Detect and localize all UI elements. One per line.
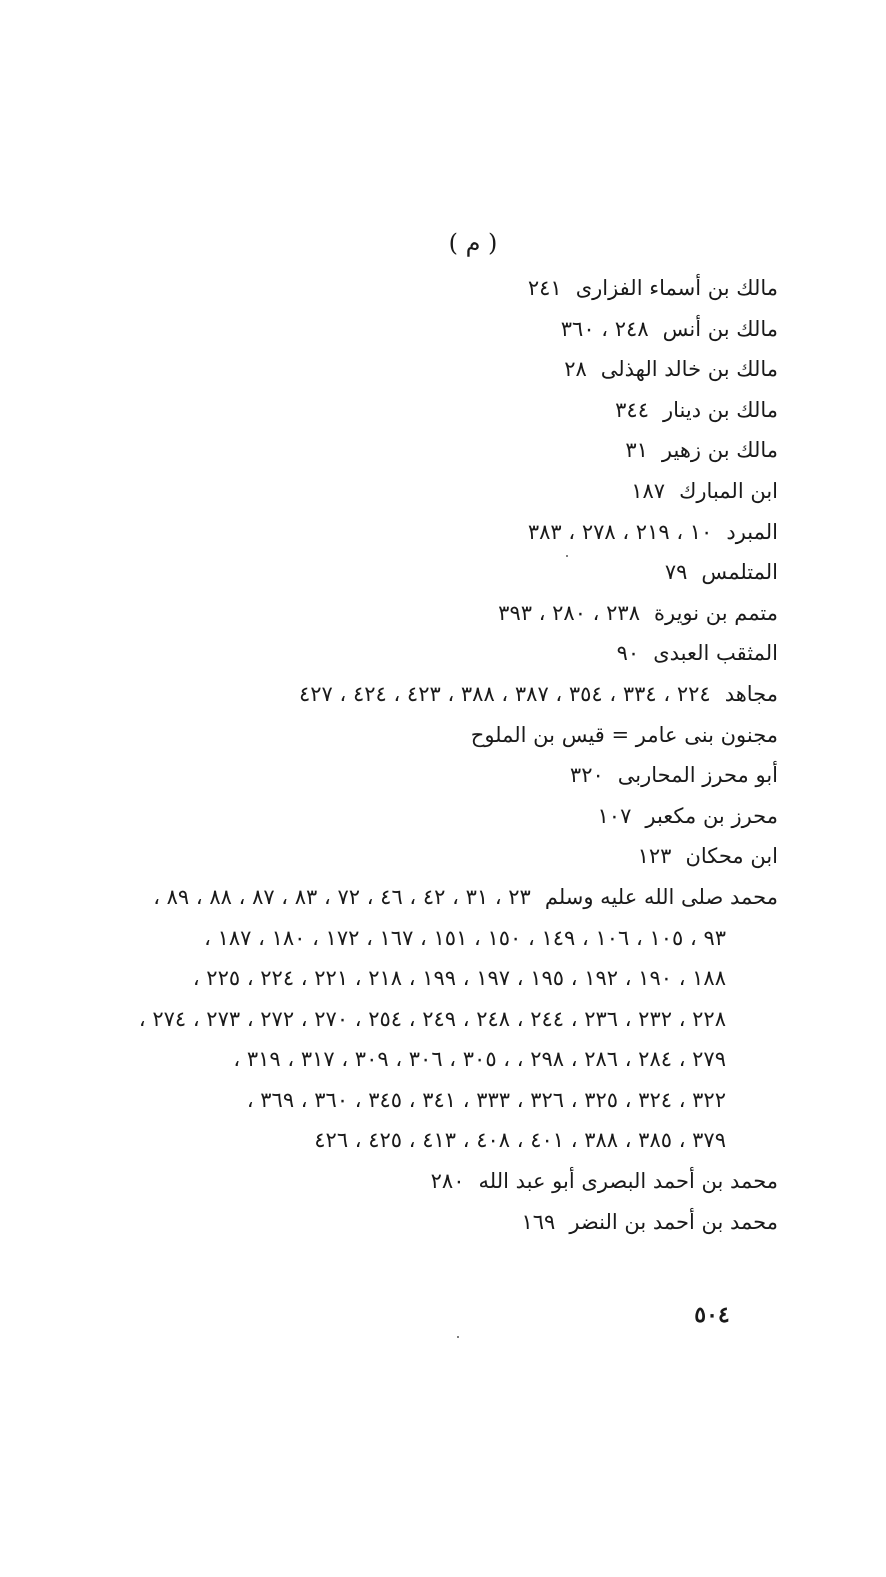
index-entries-list — [60, 268, 778, 1242]
index-entry — [60, 836, 778, 877]
page-number: ٥٠٤ — [694, 1302, 730, 1328]
entry-name: محمد بن أحمد بن النضر — [569, 1209, 778, 1234]
index-entry — [60, 390, 778, 431]
entry-name: مالك بن زهير — [661, 438, 778, 463]
entry-pages: ٣٤٤ — [615, 397, 649, 422]
index-entry — [60, 1202, 778, 1243]
print-speck — [457, 1336, 459, 1338]
index-entry — [60, 552, 778, 593]
entry-name: محرز بن مكعبر — [645, 803, 778, 828]
entry-name: ابن محكان — [685, 844, 778, 869]
entry-pages: ٢٣٨ ، ٢٨٠ ، ٣٩٣ — [498, 600, 640, 625]
entry-pages: ٩٠ — [616, 641, 640, 666]
entry-pages-continuation: ٢٧٩ ، ٢٨٤ ، ٢٨٦ ، ٢٩٨ ، ، ٣٠٥ ، ٣٠٦ ، ٣٠٩ ، ٣١٧ ، ٣١٩ ، — [233, 1047, 726, 1072]
print-speck — [566, 555, 568, 557]
entry-pages: ٧٩ — [664, 560, 688, 585]
entry-pages-continuation: ٢٢٨ ، ٢٣٢ ، ٢٣٦ ، ٢٤٤ ، ٢٤٨ ، ٢٤٩ ، ٢٥٤ ، ٢٧٠ ، ٢٧٢ ، ٢٧٣ ، ٢٧٤ ، — [138, 1006, 726, 1031]
entry-pages: ٣٢٠ — [569, 763, 604, 788]
entry-pages: ٢٢٤ ، ٣٣٤ ، ٣٥٤ ، ٣٨٧ ، ٣٨٨ ، ٤٢٣ ، ٤٢٤ ، ٤٢٧ — [298, 681, 711, 706]
entry-name: مالك بن خالد الهذلى — [600, 357, 778, 382]
entry-name: المتلمس — [701, 560, 778, 585]
index-entry — [60, 715, 778, 756]
index-entry — [60, 430, 778, 471]
entry-pages: ٢٣ ، ٣١ ، ٤٢ ، ٤٦ ، ٧٢ ، ٨٣ ، ٨٧ ، ٨٨ ، ٨٩ ، — [153, 884, 531, 909]
entry-name: مجنون بنى عامر = قيس بن الملوح — [470, 722, 778, 747]
entry-pages-continuation: ٣٧٩ ، ٣٨٥ ، ٣٨٨ ، ٤٠١ ، ٤٠٨ ، ٤١٣ ، ٤٢٥ ، ٤٢٦ — [314, 1128, 726, 1153]
entry-name: المبرد — [726, 519, 778, 544]
entry-name: مالك بن دينار — [663, 397, 778, 422]
entry-name: ابن المبارك — [679, 478, 778, 503]
entry-pages: ٣١ — [625, 438, 648, 463]
entry-name: متمم بن نويرة — [653, 600, 778, 625]
index-entry — [60, 268, 778, 309]
index-entry — [60, 309, 778, 350]
index-entry — [60, 1161, 778, 1202]
entry-pages: ١٨٧ — [631, 478, 666, 503]
entry-pages-continuation: ١٨٨ ، ١٩٠ ، ١٩٢ ، ١٩٥ ، ١٩٧ ، ١٩٩ ، ٢١٨ ، ٢٢١ ، ٢٢٤ ، ٢٢٥ ، — [192, 966, 726, 991]
entry-name: مجاهد — [724, 681, 778, 706]
entry-pages: ١٠ ، ٢١٩ ، ٢٧٨ ، ٣٨٣ — [527, 519, 713, 544]
index-entry — [60, 633, 778, 674]
index-entry-muhammad — [60, 877, 778, 1161]
index-entry — [60, 471, 778, 512]
index-entry — [60, 796, 778, 837]
entry-pages: ١٦٩ — [521, 1209, 556, 1234]
index-entry — [60, 755, 778, 796]
entry-name: المثقب العبدى — [653, 641, 778, 666]
index-entry — [60, 593, 778, 634]
entry-pages: ٢٨ — [564, 357, 587, 382]
entry-pages: ٢٤١ — [527, 276, 562, 300]
entry-name: مالك بن أنس — [662, 316, 778, 341]
entry-name: محمد بن أحمد البصرى أبو عبد الله — [478, 1169, 778, 1194]
entry-name: أبو محرز المحاربى — [617, 763, 778, 788]
index-entry — [60, 512, 778, 553]
section-letter-heading: ( م ) — [448, 229, 498, 257]
entry-pages: ١٢٣ — [637, 844, 672, 869]
entry-pages-continuation: ٩٣ ، ١٠٥ ، ١٠٦ ، ١٤٩ ، ١٥٠ ، ١٥١ ، ١٦٧ ، ١٧٢ ، ١٨٠ ، ١٨٧ ، — [204, 925, 726, 950]
entry-pages-continuation: ٣٢٢ ، ٣٢٤ ، ٣٢٥ ، ٣٢٦ ، ٣٣٣ ، ٣٤١ ، ٣٤٥ ، ٣٦٠ ، ٣٦٩ ، — [246, 1087, 726, 1112]
entry-name: محمد صلى الله عليه وسلم — [544, 884, 778, 909]
entry-pages: ٢٤٨ ، ٣٦٠ — [560, 316, 649, 341]
index-entry — [60, 674, 778, 715]
entry-pages: ٢٨٠ — [430, 1169, 465, 1194]
entry-pages: ١٠٧ — [597, 803, 632, 828]
index-entry — [60, 349, 778, 390]
entry-name: مالك بن أسماء الفزارى — [575, 276, 778, 300]
